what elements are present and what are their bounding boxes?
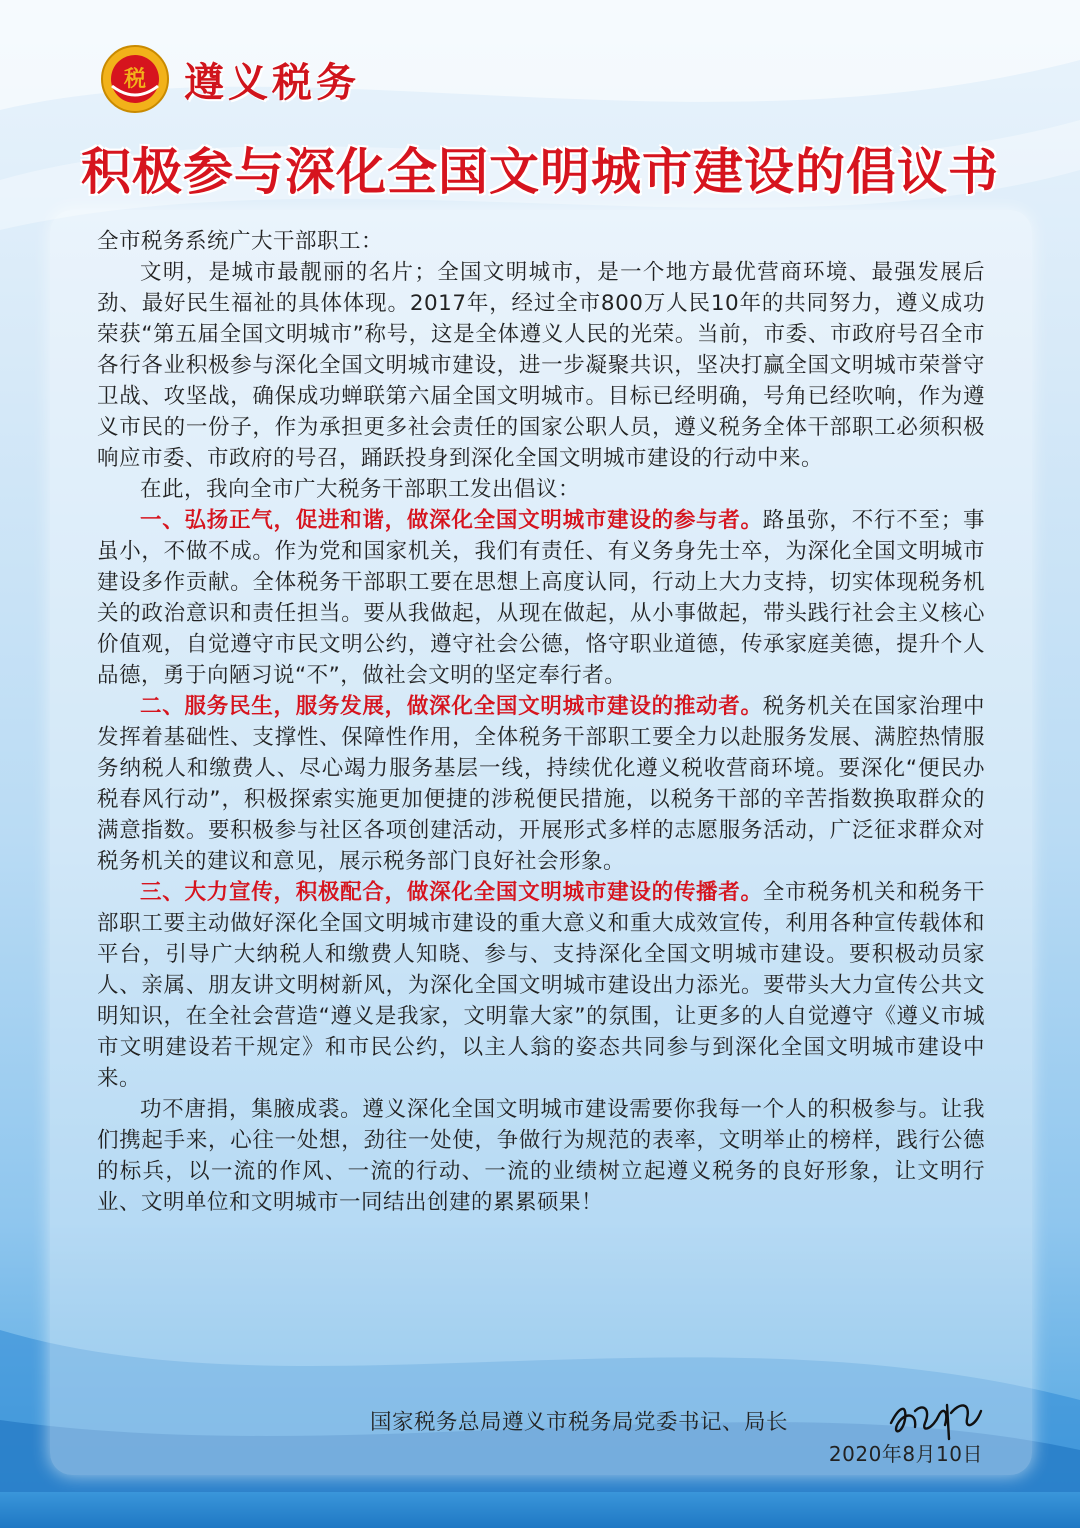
tax-emblem-icon — [100, 44, 170, 114]
paragraph-intro: 文明，是城市最靓丽的名片；全国文明城市，是一个地方最优营商环境、最强发展后劲、最好民生福祉的具体体现。2017年，经过全市800万人民10年的共同努力，遵义成功荣获“第五届全国文明城市”称号，这是全体遵义人民的光荣。当前，市委、市政府号召全市各行各业积极参与深化全国文明城市建设，进一步凝聚共识，坚决打赢全国文明城市荣誉守卫战、攻坚战，确保成功蝉联第六届全国文明城市。目标已经明确，号角已经吹响，作为遵义市民的一份子，作为承担更多社会责任的国家公职人员，遵义税务全体干部职工必须积极响应市委、市政府的号召，踊跃投身到深化全国文明城市建设的行动中来。 — [97, 260, 985, 471]
paragraph-proposal: 在此，我向全市广大税务干部职工发出倡议： — [140, 477, 581, 502]
brand-name: 遵义税务 — [184, 58, 360, 106]
item-2-heading: 二、服务民生，服务发展，做深化全国文明城市建设的推动者。 — [140, 694, 763, 719]
salutation: 全市税务系统广大干部职工： — [97, 229, 384, 254]
item-3-heading: 三、大力宣传，积极配合，做深化全国文明城市建设的传播者。 — [140, 880, 763, 905]
item-1 — [97, 505, 985, 691]
paragraph-closing: 功不唐捐，集腋成裘。遵义深化全国文明城市建设需要你我每一个人的积极参与。让我们携起手来，心往一处想，劲往一处使，争做行为规范的表率，文明举止的榜样，践行公德的标兵，以一流的作风、一流的行动、一流的业绩树立起遵义税务的良好形象，让文明行业、文明单位和文明城市一同结出创建的累累硕果！ — [97, 1097, 985, 1215]
letter-body — [97, 226, 985, 1218]
page-title: 积极参与深化全国文明城市建设的倡议书 — [81, 142, 999, 201]
svg-text:税: 税 — [123, 66, 147, 92]
header-logo — [100, 44, 360, 114]
item-1-heading: 一、弘扬正气，促进和谐，做深化全国文明城市建设的参与者。 — [140, 508, 763, 533]
item-3-body: 全市税务机关和税务干部职工要主动做好深化全国文明城市建设的重大意义和重大成效宣传，利用各种宣传载体和平台，引导广大纳税人和缴费人知晓、参与、支持深化全国文明城市建设。要积极动员家人、亲属、朋友讲文明树新风，为深化全国文明城市建设出力添光。要带头大力宣传公共文明知识，在全社会营造“遵义是我家，文明靠大家”的氛围，让更多的人自觉遵守《遵义市城市文明建设若干规定》和市民公约，以主人翁的姿态共同参与到深化全国文明城市建设中来。 — [97, 880, 985, 1091]
handwritten-signature — [885, 1389, 985, 1445]
letter-date: 2020年8月10日 — [828, 1442, 983, 1466]
signature-title: 国家税务总局遵义市税务局党委书记、局长 — [370, 1410, 789, 1435]
item-2 — [97, 691, 985, 877]
item-1-body: 路虽弥，不行不至；事虽小，不做不成。作为党和国家机关，我们有责任、有义务身先士卒，为深化全国文明城市建设多作贡献。全体税务干部职工要在思想上高度认同，行动上大力支持，切实体现税务机关的政治意识和责任担当。要从我做起，从现在做起，从小事做起，带头践行社会主义核心价值观，自觉遵守市民文明公约，遵守社会公德，恪守职业道德，传承家庭美德，提升个人品德，勇于向陋习说“不”，做社会文明的坚定奉行者。 — [97, 508, 985, 688]
bottom-band — [0, 1492, 1080, 1528]
item-3 — [97, 877, 985, 1094]
item-2-body: 税务机关在国家治理中发挥着基础性、支撑性、保障性作用，全体税务干部职工要全力以赴服务发展、满腔热情服务纳税人和缴费人、尽心竭力服务基层一线，持续优化遵义税收营商环境。要深化“便民办税春风行动”，积极探索实施更加便捷的涉税便民措施，以税务干部的辛苦指数换取群众的满意指数。要积极参与社区各项创建活动，开展形式多样的志愿服务活动，广泛征求群众对税务机关的建议和意见，展示税务部门良好社会形象。 — [97, 694, 985, 874]
